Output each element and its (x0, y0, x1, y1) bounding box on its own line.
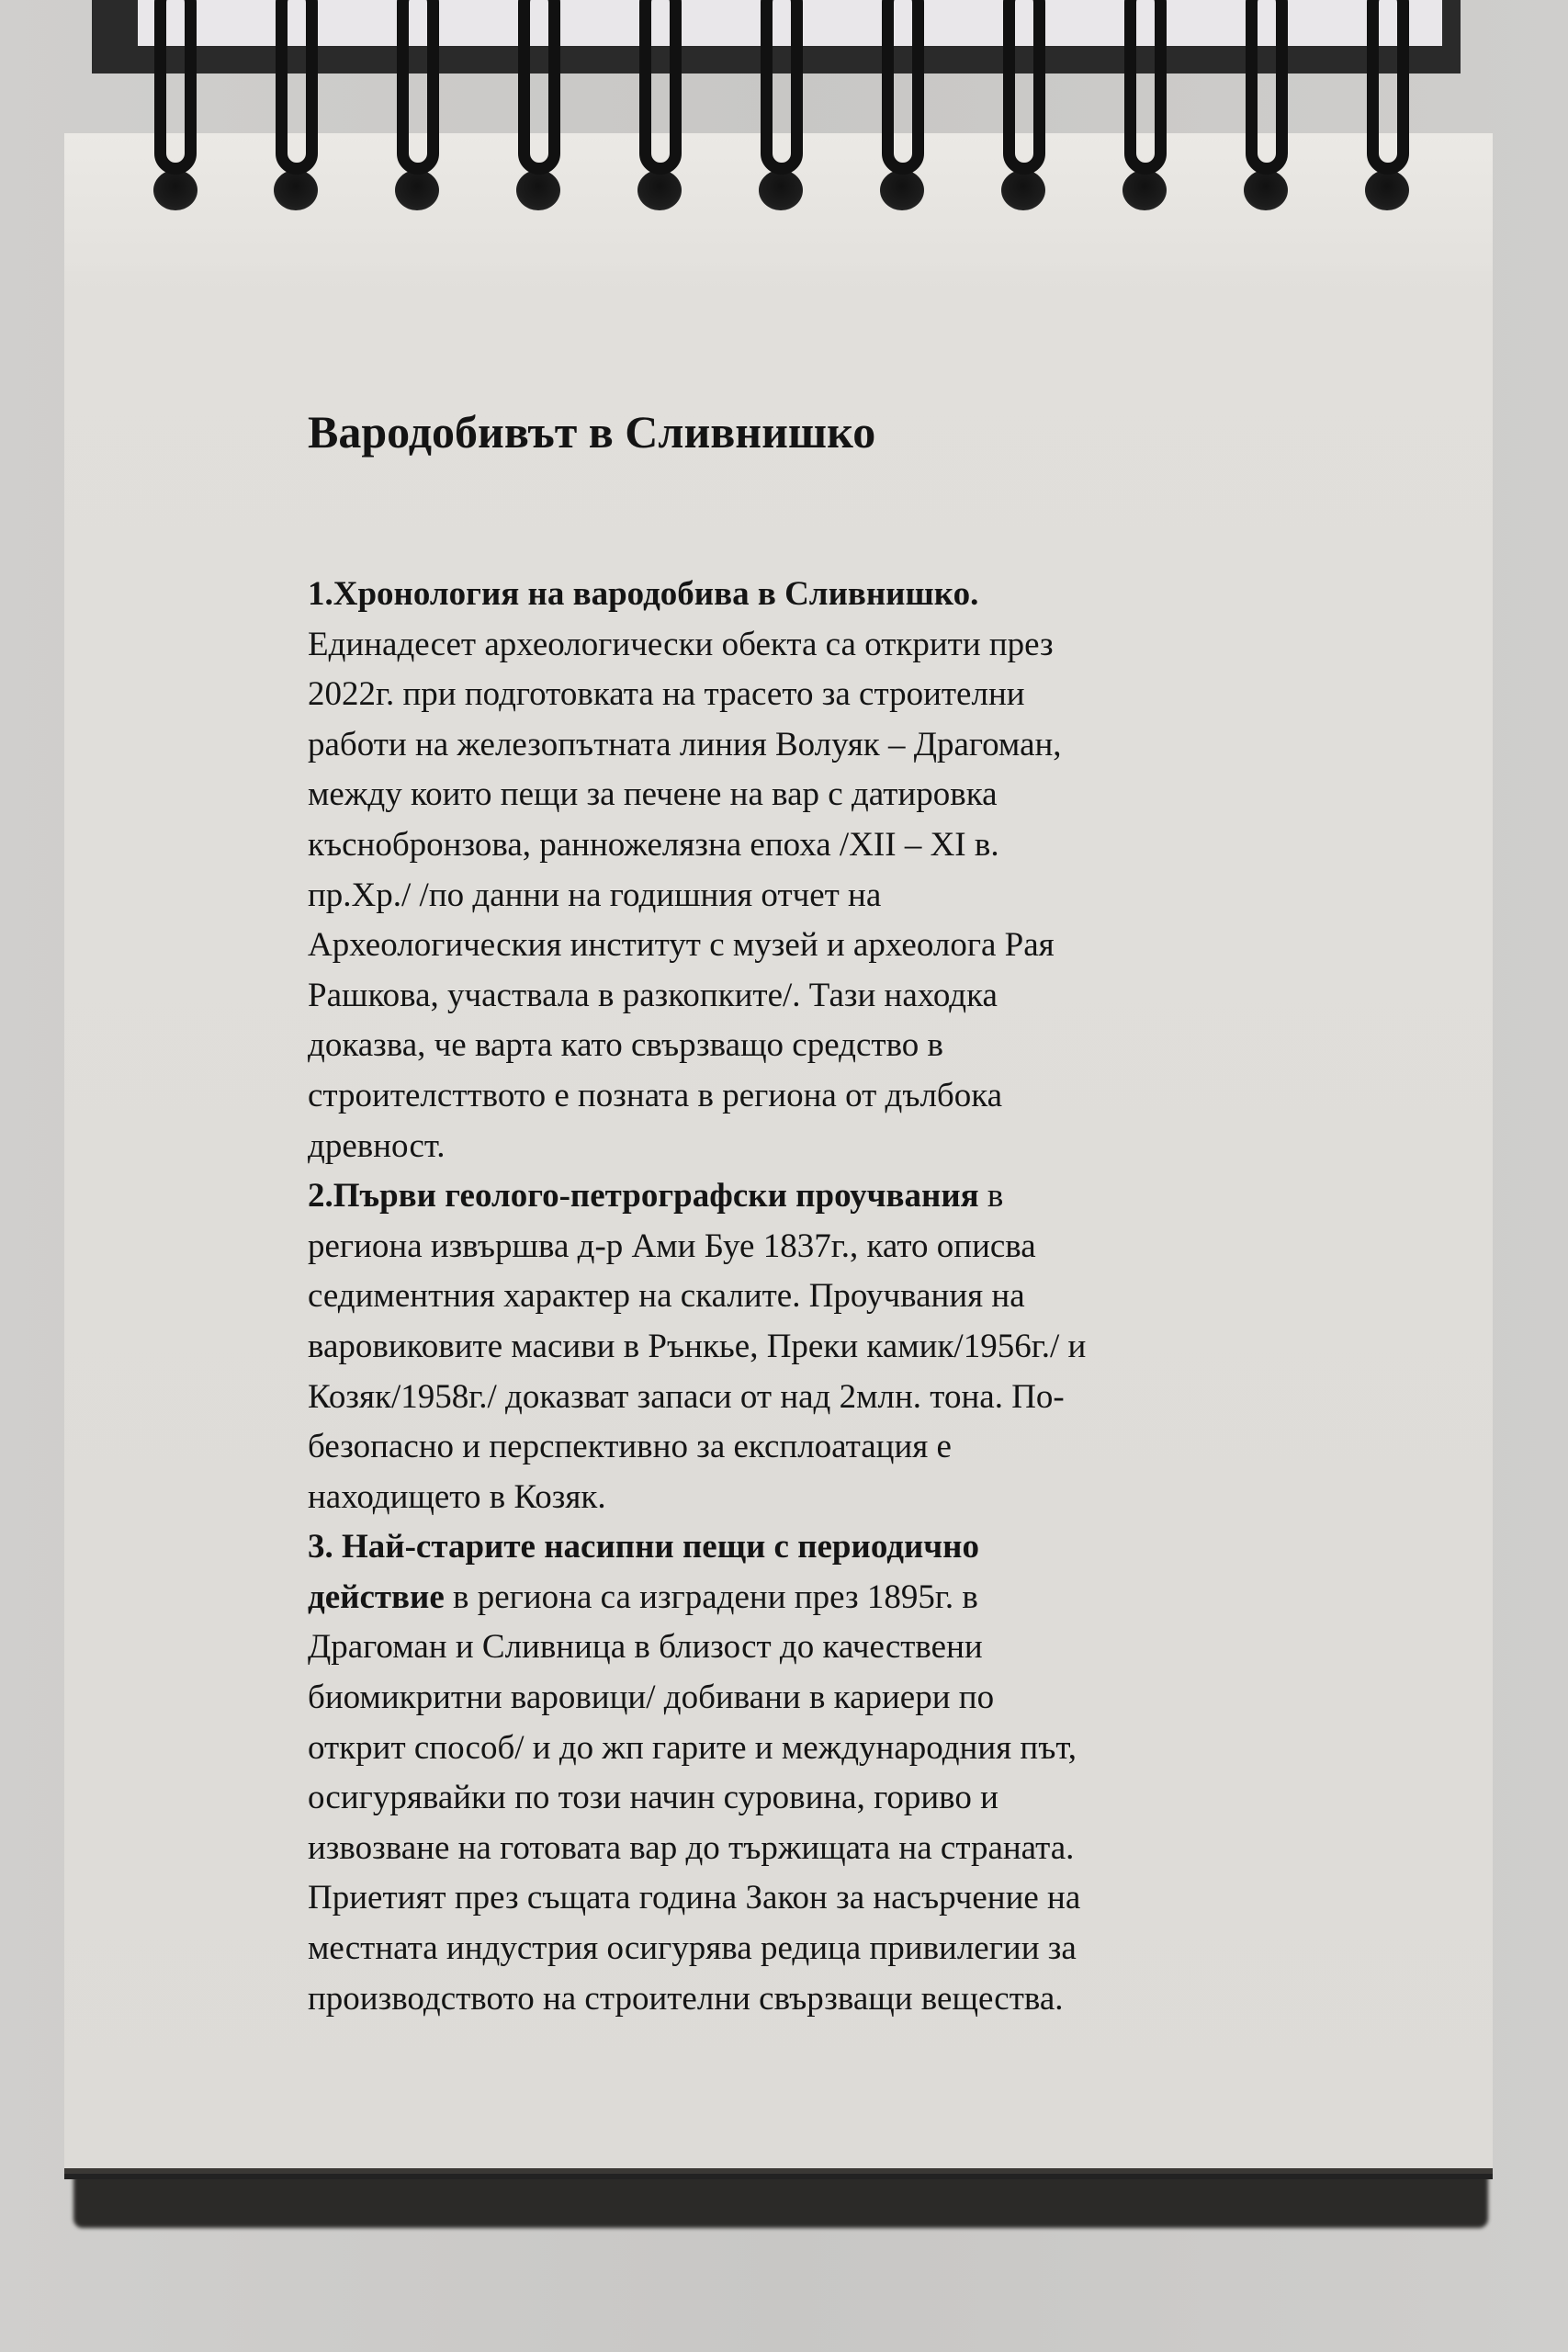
binding-hole (1001, 170, 1045, 210)
binding-hole (153, 170, 197, 210)
body-line-text: находището в Козяк. (308, 1477, 606, 1516)
body-line-text: Единадесет археологически обекта са открити през (308, 625, 1054, 663)
binding-hole (637, 170, 682, 210)
body-line-text: работи на железопътната линия Волуяк – Драгоман, (308, 725, 1062, 763)
spiral-ring (1246, 0, 1288, 175)
text-line (308, 1522, 1281, 1573)
body-line-text: седиментния характер на скалите. Проучвания на (308, 1277, 1025, 1316)
spiral-binding (0, 0, 1568, 239)
text-line (308, 1171, 1281, 1222)
body-line-text: варовиковите масиви в Рънкье, Преки камик/1956г./ и (308, 1327, 1087, 1365)
spiral-ring (397, 0, 439, 175)
text-line (308, 1222, 1281, 1272)
text-line (308, 921, 1281, 971)
spiral-ring (882, 0, 924, 175)
spiral-ring (276, 0, 318, 175)
spiral-ring (639, 0, 682, 175)
text-line (308, 1623, 1281, 1673)
binding-hole (880, 170, 924, 210)
page-title: Вародобивът в Сливнишко (308, 406, 876, 458)
text-line (308, 720, 1281, 771)
body-line-text: осигурявайки по този начин суровина, гориво и (308, 1779, 998, 1817)
bold-heading-text: 2.Първи геолого-петрографски проучвания (308, 1177, 979, 1216)
text-line (308, 1373, 1281, 1423)
binding-hole (1244, 170, 1288, 210)
body-line-text: пр.Хр./ /по данни на годишния отчет на (308, 876, 882, 914)
text-line (308, 1473, 1281, 1523)
text-line (308, 670, 1281, 720)
body-line-text: биомикритни варовици/ добивани в кариери по (308, 1679, 995, 1717)
body-line-text: открит способ/ и до жп гарите и международния път, (308, 1728, 1077, 1767)
text-line (308, 971, 1281, 1022)
bold-heading-text: 3. Най-старите насипни пещи с периодично (308, 1528, 979, 1566)
spiral-ring (1367, 0, 1409, 175)
text-line (308, 1021, 1281, 1071)
binding-hole (1122, 170, 1167, 210)
binding-hole (274, 170, 318, 210)
bold-heading-text: 1.Хронология на вародобива в Сливнишко. (308, 575, 979, 613)
text-line (308, 1071, 1281, 1122)
text-line (308, 1673, 1281, 1724)
body-line-text: Приетият през същата година Закон за насърчение на (308, 1879, 1081, 1917)
body-line-text: в (978, 1177, 1004, 1216)
text-line (308, 1322, 1281, 1373)
page-content (308, 404, 1281, 2024)
body-line-text: производството на строителни свързващи вещества. (308, 1979, 1064, 2018)
body-line-text: между които пещи за печене на вар с датировка (308, 775, 998, 814)
spiral-ring (1124, 0, 1167, 175)
body-line-text: 2022г. при подготовката на трасето за строителни (308, 675, 1025, 714)
text-line (308, 1773, 1281, 1824)
text-line (308, 1272, 1281, 1322)
text-line (308, 1724, 1281, 1774)
text-line (308, 1573, 1281, 1623)
body-line-text: Рашкова, участвала в разкопките/. Тази находка (308, 976, 998, 1014)
binding-hole (1365, 170, 1409, 210)
body-line-text: Козяк/1958г./ доказват запаси от над 2млн. тона. По- (308, 1377, 1065, 1416)
body-line-text: Археологическия институт с музей и археолога Рая (308, 926, 1055, 965)
body-text (308, 570, 1281, 2024)
body-line-text: Драгоман и Сливница в близост до качествени (308, 1628, 983, 1667)
binding-hole (516, 170, 560, 210)
binding-hole (759, 170, 803, 210)
bold-heading-text: действие (308, 1577, 445, 1616)
text-line (308, 620, 1281, 671)
text-line (308, 1974, 1281, 2025)
body-line-text: извозване на готовата вар до тържищата на страната. (308, 1828, 1075, 1867)
text-line (308, 570, 1281, 620)
body-line-text: местната индустрия осигурява редица привилегии за (308, 1929, 1077, 1968)
body-line-text: в региона са изградени през 1895г. в (444, 1577, 978, 1616)
text-line (308, 1122, 1281, 1172)
text-line (308, 1422, 1281, 1473)
body-line-text: древност. (308, 1126, 446, 1165)
text-line (308, 1924, 1281, 1974)
text-line (308, 1824, 1281, 1874)
text-line (308, 820, 1281, 871)
text-line (308, 871, 1281, 922)
body-line-text: региона извършва д-р Ами Буе 1837г., като описва (308, 1227, 1036, 1265)
body-line-text: къснобронзова, ранножелязна епоха /XII – XI в. (308, 825, 999, 864)
text-line (308, 1873, 1281, 1924)
spiral-ring (1003, 0, 1045, 175)
body-line-text: безопасно и перспективно за експлоатация е (308, 1428, 952, 1466)
spiral-ring (154, 0, 197, 175)
binding-hole (395, 170, 439, 210)
text-line (308, 770, 1281, 820)
spiral-ring (518, 0, 560, 175)
body-line-text: строителсттвото е позната в региона от дълбока (308, 1076, 1003, 1114)
spiral-ring (761, 0, 803, 175)
body-line-text: доказва, че варта като свързващо средство в (308, 1026, 944, 1065)
